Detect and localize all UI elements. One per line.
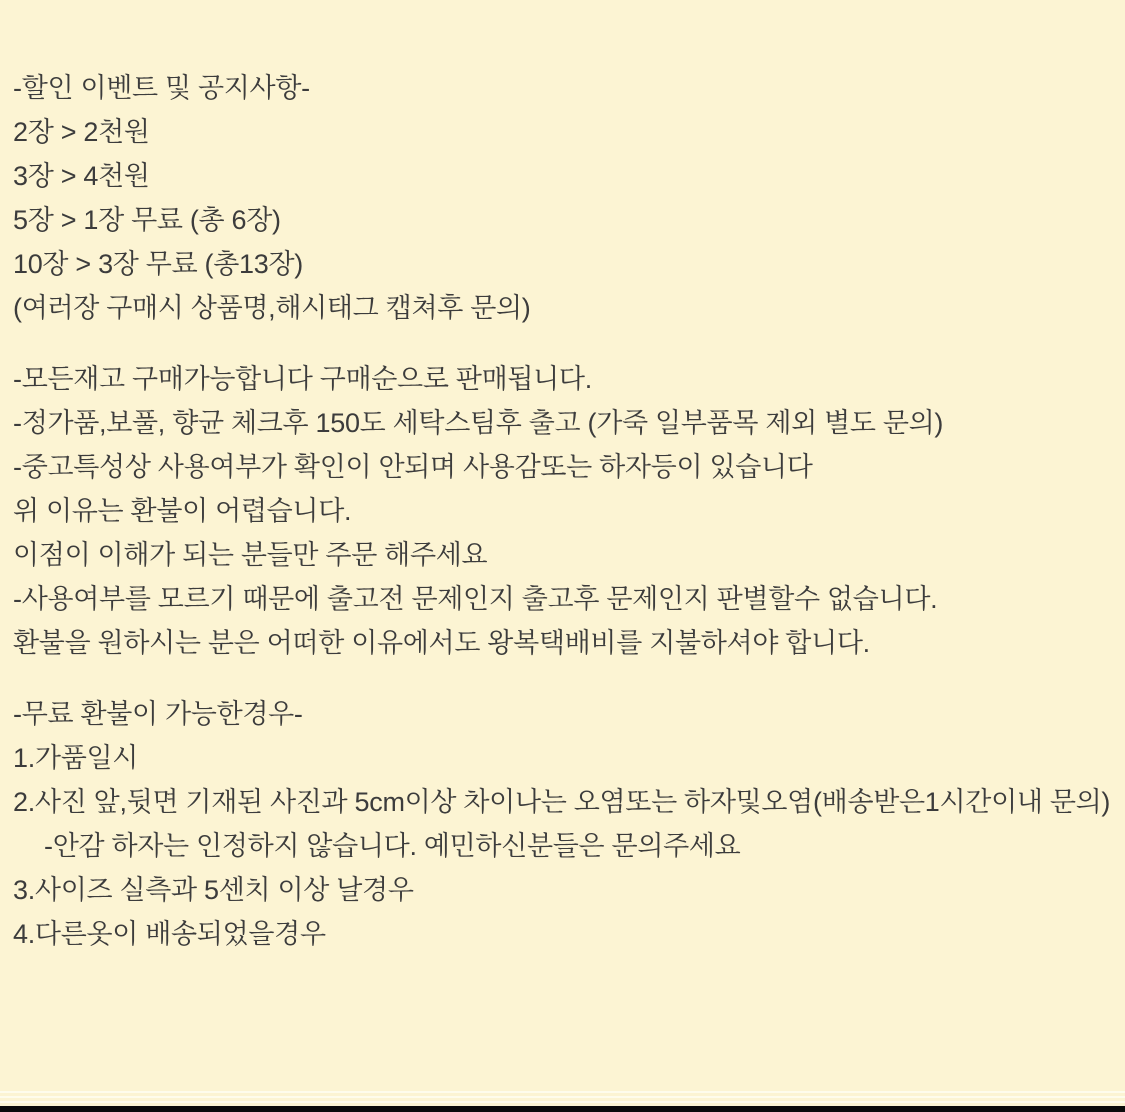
- notice-line: -사용여부를 모르기 때문에 출고전 문제인지 출고후 문제인지 판별할수 없습니다.: [13, 584, 938, 614]
- footer-bar: [0, 1106, 1125, 1112]
- notice-line: 3장 > 4천원: [13, 161, 150, 191]
- notice-line: 10장 > 3장 무료 (총13장): [13, 249, 303, 279]
- section-free-refund-cases: [13, 692, 1111, 956]
- notice-line: 위 이유는 환불이 어렵습니다.: [13, 496, 352, 526]
- section-discount-event: [13, 66, 1105, 330]
- section-purchase-policy: [13, 357, 1105, 665]
- section-title: -무료 환불이 가능한경우-: [13, 699, 303, 729]
- notice-line: 3.사이즈 실측과 5센치 이상 날경우: [13, 875, 414, 905]
- notice-line: -정가품,보풀, 향균 체크후 150도 세탁스팀후 출고 (가죽 일부품목 제외 별도 문의): [13, 408, 944, 438]
- notice-line: 환불을 원하시는 분은 어떠한 이유에서도 왕복택배비를 지불하셔야 합니다.: [13, 628, 870, 658]
- footer-stripes-decoration: [0, 1091, 1125, 1106]
- notice-line: 4.다른옷이 배송되었을경우: [13, 919, 326, 949]
- notice-line: -안감 하자는 인정하지 않습니다. 예민하신분들은 문의주세요: [44, 831, 741, 861]
- notice-line: 2.사진 앞,뒷면 기재된 사진과 5cm이상 차이나는 오염또는 하자및오염(배송받은1시간이내 문의): [13, 787, 1111, 817]
- notice-line: -중고특성상 사용여부가 확인이 안되며 사용감또는 하자등이 있습니다: [13, 452, 813, 482]
- notice-line: -모든재고 구매가능합니다 구매순으로 판매됩니다.: [13, 364, 592, 394]
- notice-line: 이점이 이해가 되는 분들만 주문 해주세요: [13, 540, 488, 570]
- section-title: -할인 이벤트 및 공지사항-: [13, 73, 310, 103]
- notice-line: 2장 > 2천원: [13, 117, 150, 147]
- notice-line: (여러장 구매시 상품명,해시태그 캡쳐후 문의): [13, 293, 531, 323]
- notice-line: 5장 > 1장 무료 (총 6장): [13, 205, 281, 235]
- notice-line: 1.가품일시: [13, 743, 139, 773]
